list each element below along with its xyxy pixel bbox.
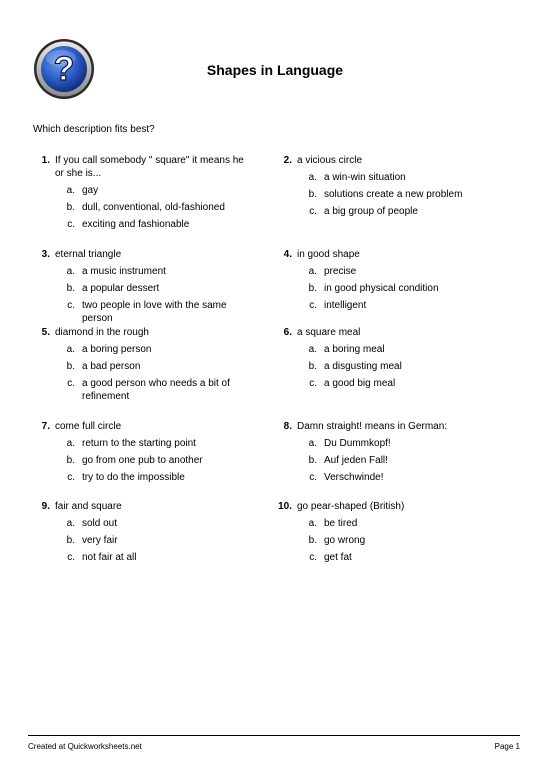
question-item — [267, 154, 497, 218]
option-letter: a. — [308, 518, 317, 529]
option-letter: a. — [66, 518, 75, 529]
question-stem — [267, 420, 497, 433]
answer-option — [25, 218, 255, 231]
question-text: a square meal — [297, 327, 361, 338]
question-text: If you call somebody " square" it means he or she is... — [55, 155, 244, 179]
option-text: sold out — [82, 518, 118, 529]
option-letter: a. — [66, 344, 75, 355]
option-letter: c. — [67, 219, 75, 230]
option-text: a bad person — [82, 361, 141, 372]
option-list — [267, 437, 497, 484]
option-letter: b. — [66, 535, 75, 546]
question-item — [25, 154, 255, 231]
answer-option — [267, 471, 497, 484]
option-text: dull, conventional, old-fashioned — [82, 202, 225, 213]
question-item — [25, 500, 255, 564]
question-item — [25, 420, 255, 484]
answer-option — [25, 437, 255, 450]
option-text: solutions create a new problem — [324, 189, 463, 200]
option-letter: b. — [66, 361, 75, 372]
answer-option — [267, 377, 497, 390]
option-text: precise — [324, 266, 357, 277]
answer-option — [25, 265, 255, 278]
option-list — [267, 171, 497, 218]
option-letter: c. — [309, 378, 317, 389]
option-letter: a. — [308, 344, 317, 355]
option-letter: a. — [308, 438, 317, 449]
option-letter: a. — [66, 185, 75, 196]
question-text: come full circle — [55, 421, 122, 432]
option-text: Auf jeden Fall! — [324, 455, 388, 466]
answer-option — [267, 360, 497, 373]
question-stem — [25, 248, 255, 261]
option-text: a popular dessert — [82, 283, 160, 294]
answer-option — [267, 454, 497, 467]
footer-credit: Created at Quickworksheets.net — [28, 742, 142, 751]
answer-option — [25, 201, 255, 214]
option-list — [25, 437, 255, 484]
question-stem — [25, 420, 255, 433]
option-list — [267, 343, 497, 390]
question-number: 1. — [41, 155, 50, 166]
question-item — [267, 420, 497, 484]
question-number: 2. — [283, 155, 292, 166]
answer-option — [25, 517, 255, 530]
question-item — [267, 326, 497, 390]
option-text: a boring person — [82, 344, 152, 355]
question-item — [267, 500, 497, 564]
question-number: 3. — [41, 249, 50, 260]
question-item — [267, 248, 497, 312]
question-stem — [25, 326, 255, 339]
option-letter: b. — [308, 189, 317, 200]
question-text: diamond in the rough — [55, 327, 149, 338]
answer-option — [267, 437, 497, 450]
option-text: Verschwinde! — [324, 472, 384, 483]
answer-option — [25, 454, 255, 467]
option-text: be tired — [324, 518, 358, 529]
question-text: Damn straight! means in German: — [297, 421, 448, 432]
option-letter: c. — [67, 472, 75, 483]
question-item — [25, 248, 255, 325]
option-letter: c. — [67, 552, 75, 563]
answer-option — [25, 282, 255, 295]
question-text: fair and square — [55, 501, 122, 512]
instructions: Which description fits best? — [33, 124, 155, 135]
question-number: 7. — [41, 421, 50, 432]
option-text: go from one pub to another — [82, 455, 203, 466]
option-text: Du Dummkopf! — [324, 438, 391, 449]
option-text: not fair at all — [82, 552, 137, 563]
option-text: intelligent — [324, 300, 367, 311]
option-text: a boring meal — [324, 344, 385, 355]
answer-option — [25, 471, 255, 484]
option-text: in good physical condition — [324, 283, 439, 294]
answer-option — [267, 517, 497, 530]
answer-option — [25, 360, 255, 373]
option-list — [267, 265, 497, 312]
answer-option — [267, 299, 497, 312]
answer-option — [267, 205, 497, 218]
question-stem — [25, 154, 255, 180]
option-letter: b. — [66, 283, 75, 294]
option-text: a music instrument — [82, 266, 166, 277]
question-item — [25, 326, 255, 403]
question-stem — [267, 500, 497, 513]
option-text: two people in love with the same person — [82, 300, 227, 324]
option-text: return to the starting point — [82, 438, 196, 449]
answer-option — [267, 265, 497, 278]
page-number: Page 1 — [494, 742, 520, 751]
option-letter: c. — [309, 206, 317, 217]
option-letter: a. — [308, 266, 317, 277]
page-title: Shapes in Language — [206, 62, 344, 78]
option-list — [25, 343, 255, 403]
question-text: a vicious circle — [297, 155, 363, 166]
option-letter: a. — [66, 266, 75, 277]
answer-option — [25, 343, 255, 356]
option-text: a good big meal — [324, 378, 396, 389]
question-stem — [267, 248, 497, 261]
question-text: go pear-shaped (British) — [297, 501, 405, 512]
answer-option — [267, 551, 497, 564]
option-text: go wrong — [324, 535, 366, 546]
option-letter: b. — [308, 535, 317, 546]
option-text: a win-win situation — [324, 172, 406, 183]
answer-option — [267, 343, 497, 356]
option-text: a big group of people — [324, 206, 418, 217]
option-list — [267, 517, 497, 564]
answer-option — [25, 184, 255, 197]
question-stem — [267, 154, 497, 167]
svg-text:?: ? — [53, 50, 75, 88]
option-text: a disgusting meal — [324, 361, 402, 372]
answer-option — [267, 282, 497, 295]
question-number: 4. — [283, 249, 292, 260]
option-letter: c. — [309, 472, 317, 483]
option-letter: b. — [308, 283, 317, 294]
answer-option — [267, 171, 497, 184]
question-text: eternal triangle — [55, 249, 122, 260]
question-text: in good shape — [297, 249, 360, 260]
question-number: 10. — [278, 501, 292, 512]
answer-option — [25, 299, 255, 325]
option-list — [25, 184, 255, 231]
footer — [28, 735, 520, 751]
question-number: 9. — [41, 501, 50, 512]
option-text: try to do the impossible — [82, 472, 185, 483]
question-stem — [25, 500, 255, 513]
answer-option — [25, 551, 255, 564]
option-text: get fat — [324, 552, 352, 563]
option-letter: a. — [308, 172, 317, 183]
option-text: a good person who needs a bit of refinement — [82, 378, 230, 402]
option-letter: c. — [67, 300, 75, 311]
option-list — [25, 517, 255, 564]
option-text: very fair — [82, 535, 118, 546]
answer-option — [25, 377, 255, 403]
option-letter: b. — [66, 455, 75, 466]
question-number: 8. — [283, 421, 292, 432]
option-letter: b. — [308, 361, 317, 372]
option-letter: b. — [308, 455, 317, 466]
option-text: exciting and fashionable — [82, 219, 190, 230]
question-number: 5. — [41, 327, 50, 338]
answer-option — [25, 534, 255, 547]
option-list — [25, 265, 255, 325]
option-letter: a. — [66, 438, 75, 449]
answer-option — [267, 188, 497, 201]
question-stem — [267, 326, 497, 339]
option-letter: b. — [66, 202, 75, 213]
option-letter: c. — [67, 378, 75, 389]
option-text: gay — [82, 185, 99, 196]
question-number: 6. — [283, 327, 292, 338]
option-letter: c. — [309, 300, 317, 311]
answer-option — [267, 534, 497, 547]
option-letter: c. — [309, 552, 317, 563]
